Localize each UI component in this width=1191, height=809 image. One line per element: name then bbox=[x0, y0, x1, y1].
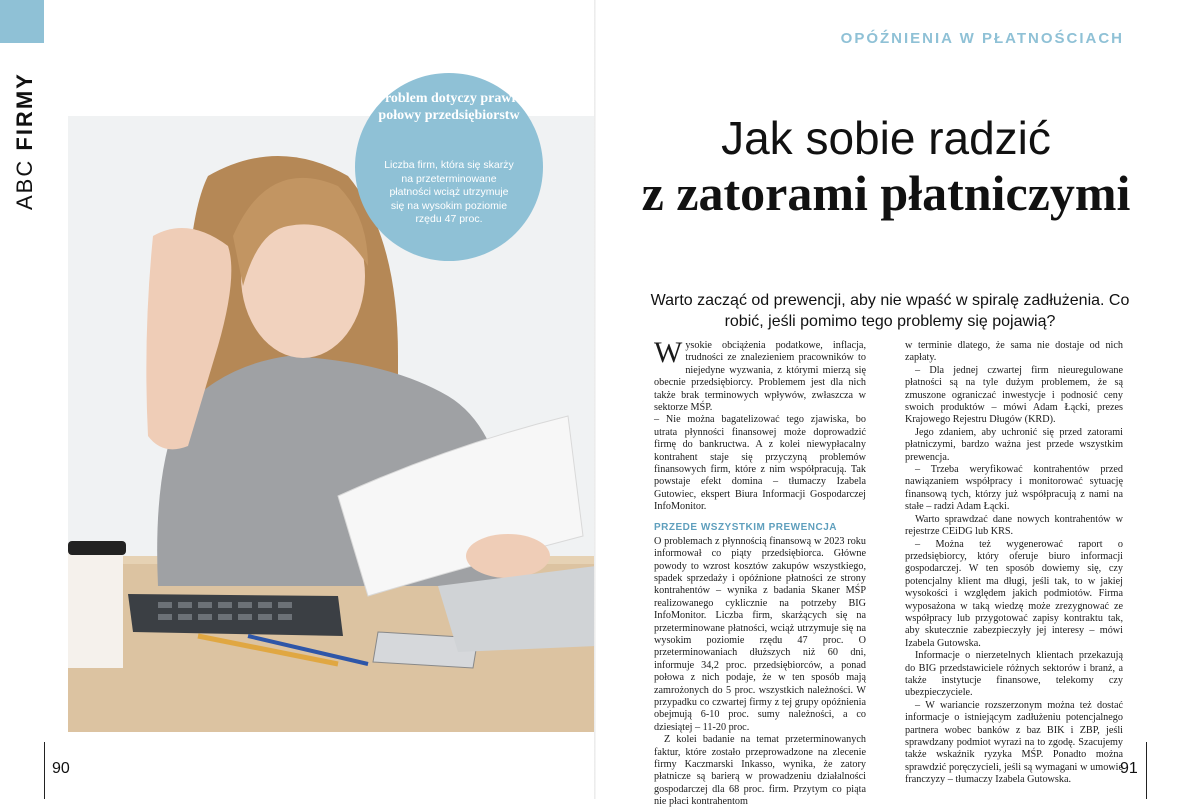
section-color-tab bbox=[0, 0, 44, 43]
body-paragraph: – Można też wygenerować raport o przedsiębiorcy, który oferuje biuro informacji gospodarczej. W ten sposób dowiemy się, czy potencjalny klient ma długi, jeśli tak, to w jakiej wysokości i względem jakich podmiotów. Firma wyposażona w taką wiedzę może zrezygnować ze współpracy lub przygotować zapisy kontraktu tak, aby skutecznie zabezpieczyły jej interesy – mówi Izabela Gutowska. bbox=[905, 538, 1123, 649]
body-paragraph: Z kolei badanie na temat przeterminowanych faktur, które zostało przeprowadzone na zlecenie firmy Kaczmarski Inkasso, wynika, że zatory płatnicze są barierą w prowadzeniu działalności gospodarczej dla 68 proc. firm. Przytym co piąta nie płaci kontrahentom bbox=[654, 734, 866, 808]
body-paragraph: – Dla jednej czwartej firm nieuregulowane płatności są na tyle dużym problemem, że są zmuszone ograniczać inwestycje i podnosić ceny swoich produktów – mówi Adam Łącki, prezes Krajowego Rejestru Długów (KRD). bbox=[905, 364, 1123, 426]
page-number-left: 90 bbox=[52, 760, 70, 777]
body-paragraph: – W wariancie rozszerzonym można też dostać informacje o istniejącym zadłużeniu potencjalnego partnera wobec banków z baz BIK i ZBP, jeśli sprawdzany podmiot wyrazi na to zgodę. Szacujemy także wskaźnik ryzyka MŚP. Ponadto można sprawdzić poręczycieli, jeśli są wymagani w umowie franczyzy – tłumaczy Izabela Gutowska. bbox=[905, 699, 1123, 786]
body-paragraph: Jego zdaniem, aby uchronić się przed zatorami płatniczymi, bardzo ważna jest przede wszystkim prewencja. bbox=[905, 426, 1123, 463]
body-paragraph: Informacje o nierzetelnych klientach przekazują do BIG przedstawiciele różnych sektorów i branż, a także instytucje finansowe, telekomy czy ubezpieczyciele. bbox=[905, 650, 1123, 699]
section-label-bold: FIRMY bbox=[12, 72, 37, 151]
category-header: OPÓŹNIENIA W PŁATNOŚCIACH bbox=[840, 30, 1124, 47]
coffee-cup bbox=[68, 548, 123, 668]
paragraph-text: ysokie obciążenia podatkowe, inflacja, trudności ze znalezieniem pracowników to niejedyne wyzwania, z którymi mierzą się obecnie przedsiębiorcy. Problemem jest dla nich także brak terminowych wpływów, zwłaszcza w sektorze MŚP. bbox=[654, 340, 866, 414]
article-title-bold: z zatorami płatniczymi bbox=[641, 165, 1131, 221]
article-lead: Warto zacząć od prewencji, aby nie wpaść w spiralę zadłużenia. Co robić, jeśli pomimo tego problemy się pojawią? bbox=[650, 292, 1130, 330]
section-label bbox=[12, 72, 38, 210]
callout-body: Liczba firm, która się skarży na przeterminowane płatności wciąż utrzymuje się na wysokim poziomie rzędu 47 proc. bbox=[384, 159, 514, 225]
section-label-light: ABC bbox=[12, 158, 37, 210]
article-title-light: Jak sobie radzić bbox=[721, 112, 1051, 164]
body-paragraph: – Nie można bagatelizować tego zjawiska, bo utrata płynności finansowej może doprowadzić firmę do bankructwa. A z kolei niewypłacalny kontrahent staje się przyczyną problemów finansowych firm, które z nim współpracują. Tak powstaje efekt domina – tłumaczy Izabela Gutowiec, ekspert Biura Informacji Gospodarczej InfoMonitor. bbox=[654, 414, 866, 513]
drop-cap: W bbox=[654, 336, 683, 369]
folio-rule-right bbox=[1146, 742, 1147, 799]
body-paragraph: Warto sprawdzać dane nowych kontrahentów w rejestrze CEiDG lub KRS. bbox=[905, 513, 1123, 538]
body-paragraph bbox=[654, 336, 866, 414]
body-paragraph: – Trzeba weryfikować kontrahentów przed nawiązaniem współpracy i monitorować sytuację finansową tych, którzy już współpracują z nami na stałe – radzi Adam Łącki. bbox=[905, 464, 1123, 513]
body-paragraph: O problemach z płynnością finansową w 2023 roku informował co piąty przedsiębiorca. Główne powody to wzrost kosztów zakupów wszystkiego, spadek sprzedaży i opóźnione płatności ze strony kontrahentów – wynika z badania Skaner MŚP realizowanego cyklicznie na potrzeby BIG InfoMonitor. Liczba firm, skarżących się na przeterminowane płatności, wciąż utrzymuje się na wysokim poziomie rzędu 47 proc. O przeterminowaniach dłuższych niż 60 dni, informuje 34,2 proc. przedsiębiorców, a ponad połowa z nich podaje, że w ten sposób mają zamrożonych do 5 proc. wszystkich należności. W przypadku co czwartej firmy z tej grupy opóźnienia obejmują 6-10 proc. sumy należności, a co dziesiątej – 11-20 proc. bbox=[654, 535, 866, 733]
section-subheading: PRZEDE WSZYSTKIM PREWENCJA bbox=[654, 521, 838, 533]
callout-bubble bbox=[355, 73, 543, 261]
left-page bbox=[0, 0, 595, 799]
body-paragraph: w terminie dlatego, że sama nie dostaje od nich zapłaty. bbox=[905, 340, 1123, 364]
body-column-2 bbox=[905, 340, 1123, 787]
callout-headline: Problem dotyczy prawie połowy przedsiębiorstw bbox=[376, 91, 522, 123]
folio-rule-left bbox=[44, 742, 45, 799]
body-column-1 bbox=[654, 336, 866, 809]
page-number-right: 91 bbox=[1120, 760, 1138, 777]
